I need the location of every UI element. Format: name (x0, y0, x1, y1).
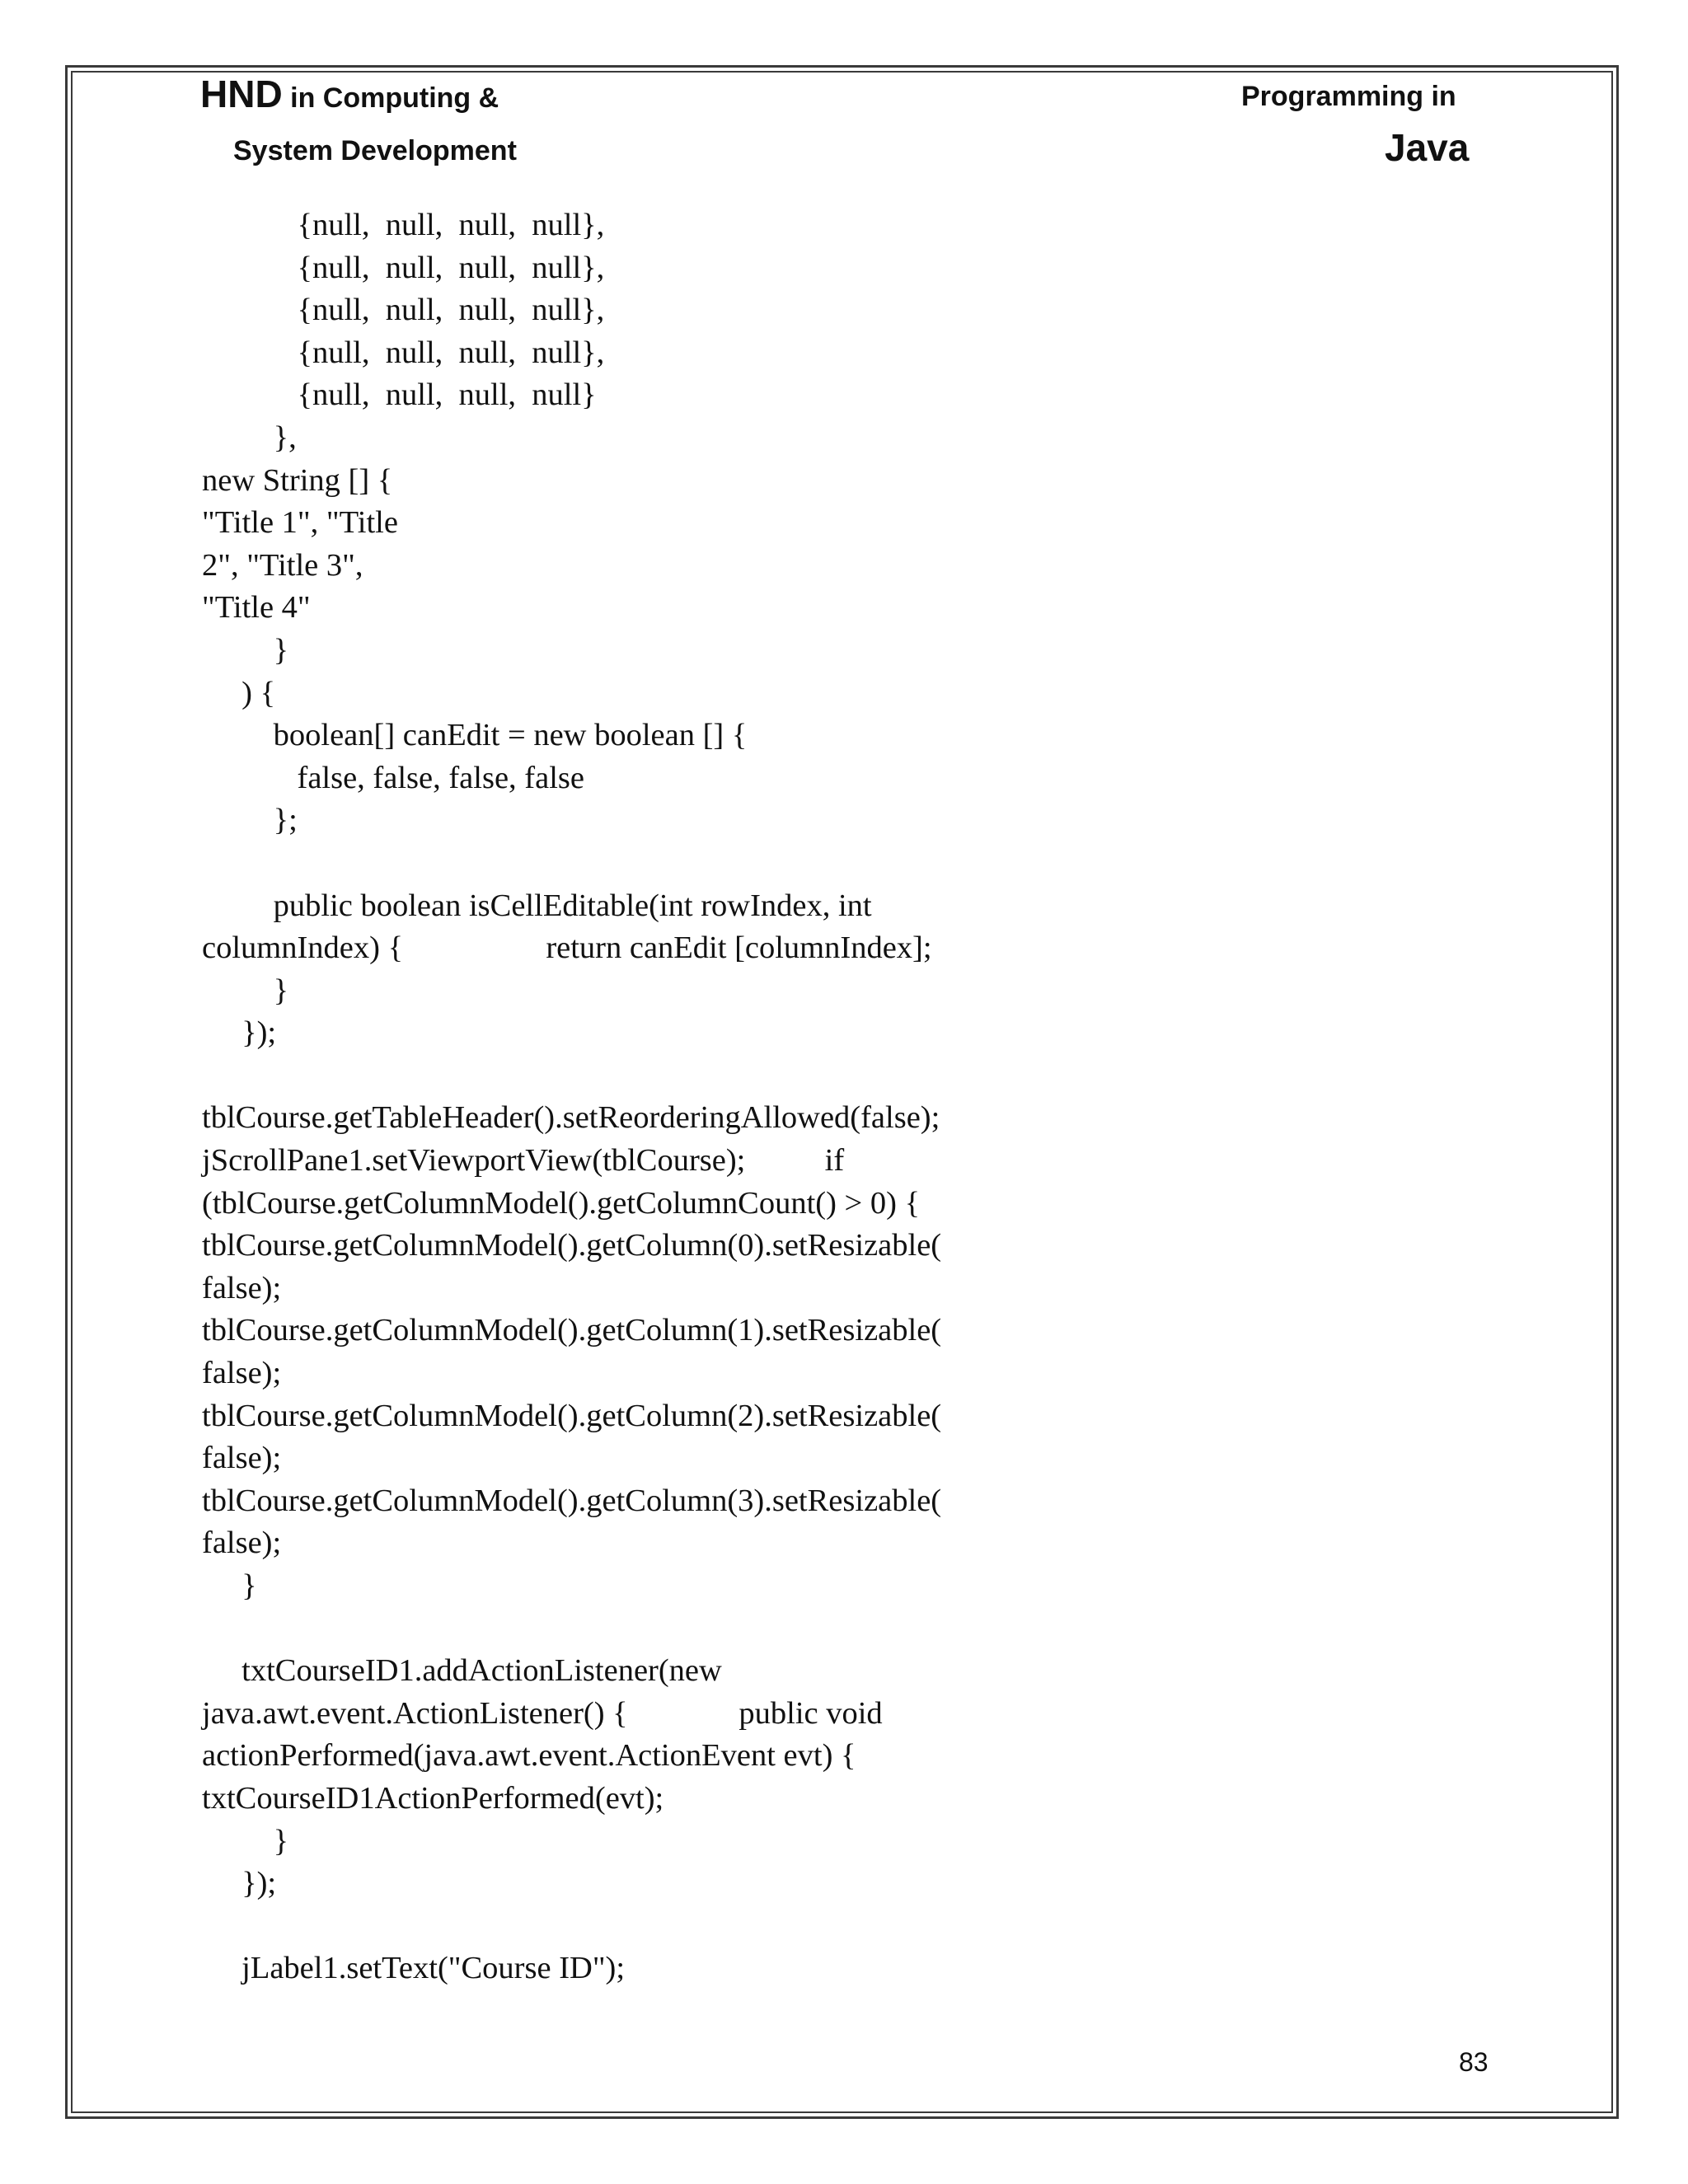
header-subject-line2: Java (1385, 126, 1470, 169)
code-line: ) { (202, 675, 276, 710)
code-line: actionPerformed(java.awt.event.ActionEvent evt) { (202, 1738, 856, 1774)
code-line: false); (202, 1270, 282, 1305)
code-line: false); (202, 1356, 282, 1391)
code-line: new String [] { (202, 462, 393, 498)
code-listing (202, 204, 941, 1990)
code-line: } (202, 1823, 289, 1858)
code-line: {null, null, null, null} (202, 377, 597, 413)
code-line: jScrollPane1.setViewportView(tblCourse); if (202, 1143, 845, 1179)
code-line: "Title 1", "Title (202, 505, 398, 541)
code-line: 2", "Title 3", (202, 547, 363, 583)
header-course-title-line2: System Development (233, 135, 517, 166)
page-number: 83 (1459, 2047, 1489, 2077)
code-line: txtCourseID1.addActionListener(new (202, 1653, 722, 1689)
code-line: java.awt.event.ActionListener() { public void (202, 1695, 883, 1731)
code-line: "Title 4" (202, 590, 311, 626)
code-line (202, 1608, 941, 1651)
header-hnd: HND (200, 73, 283, 115)
code-line: {null, null, null, null}, (202, 335, 605, 370)
code-line: } (202, 632, 289, 668)
code-line: (tblCourse.getColumnModel().getColumnCount() > 0) { (202, 1185, 921, 1221)
code-line: false, false, false, false (202, 760, 584, 795)
code-line: tblCourse.getColumnModel().getColumn(1).setResizable( (202, 1313, 942, 1348)
code-line: }); (202, 1015, 277, 1051)
code-line: tblCourse.getColumnModel().getColumn(0).setResizable( (202, 1228, 942, 1263)
code-line: {null, null, null, null}, (202, 293, 605, 328)
code-line: } (202, 1568, 257, 1603)
code-line (202, 1905, 941, 1948)
code-line: boolean[] canEdit = new boolean [] { (202, 718, 748, 753)
header-in-computing: in Computing & (282, 82, 499, 114)
header-course-title-line1 (200, 72, 499, 116)
code-line: {null, null, null, null}, (202, 250, 605, 285)
code-line: }, (202, 419, 297, 455)
code-line: columnIndex) { return canEdit [columnIndex]; (202, 930, 932, 966)
code-line: public boolean isCellEditable(int rowIndex, int (202, 888, 872, 923)
code-line: } (202, 972, 289, 1008)
code-line: tblCourse.getColumnModel().getColumn(3).setResizable( (202, 1483, 942, 1518)
code-line: txtCourseID1ActionPerformed(evt); (202, 1780, 664, 1816)
code-line (202, 842, 941, 885)
code-line: tblCourse.getColumnModel().getColumn(2).setResizable( (202, 1398, 942, 1433)
header-subject-line1: Programming in (1241, 81, 1456, 112)
code-line: {null, null, null, null}, (202, 208, 605, 242)
code-line: jLabel1.setText("Course ID"); (202, 1951, 626, 1986)
code-line: false); (202, 1441, 282, 1476)
code-line: }; (202, 803, 298, 838)
code-line: tblCourse.getTableHeader().setReorderingAllowed(false); (202, 1100, 940, 1136)
code-line (202, 1055, 941, 1098)
code-line: false); (202, 1526, 282, 1561)
code-line: }); (202, 1866, 277, 1901)
